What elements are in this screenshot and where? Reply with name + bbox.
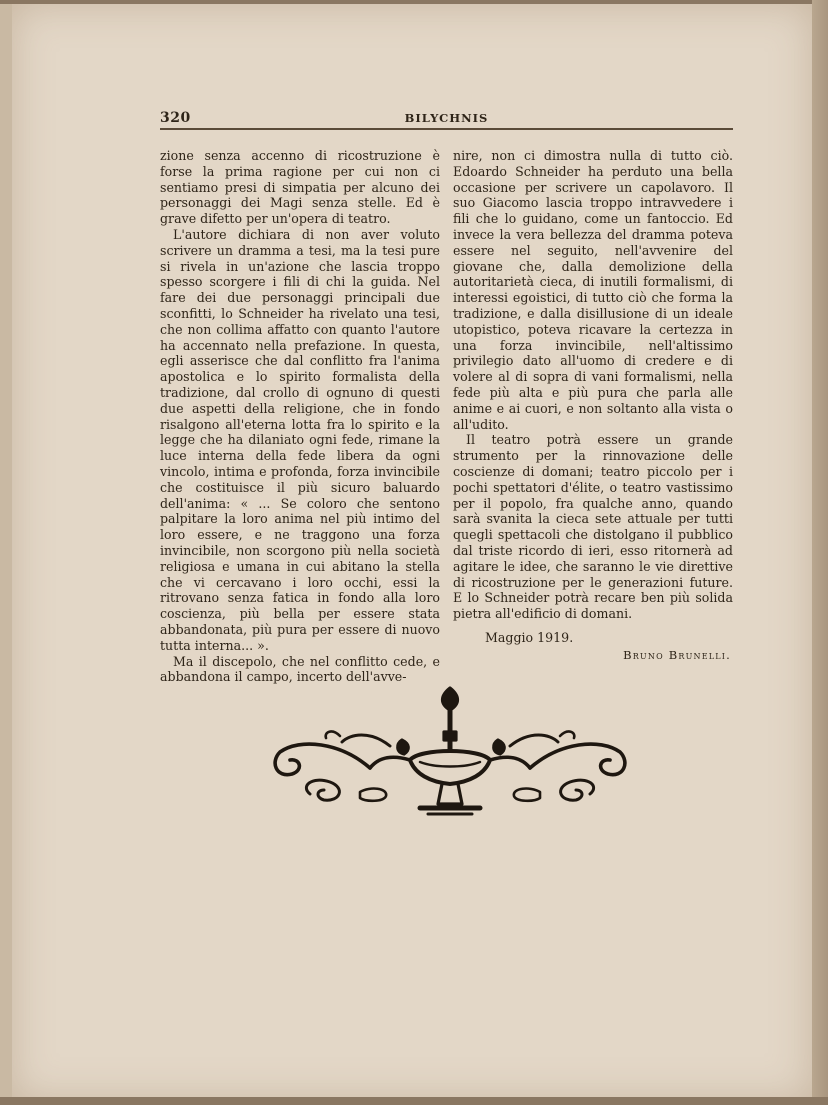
header-rule bbox=[160, 128, 733, 130]
paragraph: nire, non ci dimostra nulla di tutto ciò. Edoardo Schneider ha perduto una bella occasione per scrivere un capolavoro. Il suo Giacomo lascia troppo intravvedere i fili che lo guidano, come un fantoccio. Ed invece la vera bellezza del dramma poteva essere nel seguito, nell'avvenire del giovane che, dalla demolizione della autoritarietà cieca, di inutili formalismi, di interessi egoistici, di tutto ciò che forma la tradizione, e dalla disillusione di un ideale utopistico, poteva ricavare la certezza in una forza invincibile, nell'altissimo privilegio dato all'uomo di credere e di volere al di sopra di vani formalismi, nella fede più alta e più pura che parla alle anime e ai cuori, e non soltanto alla vista o all'udito. bbox=[453, 148, 733, 432]
left-column bbox=[160, 148, 440, 685]
bottom-page-edge bbox=[0, 1097, 828, 1105]
running-header bbox=[160, 110, 733, 130]
oil-lamp-ornament-icon bbox=[270, 682, 630, 832]
page-number: 320 bbox=[160, 110, 191, 126]
right-column bbox=[453, 148, 733, 664]
running-title: BILYCHNIS bbox=[404, 111, 489, 125]
paragraph: zione senza accenno di ricostruzione è forse la prima ragione per cui non ci sentiamo presi di simpatia per alcuno dei personaggi dei Magi senza stelle. Ed è grave difetto per un'opera di teatro. bbox=[160, 148, 440, 227]
article-author: Bruno Brunelli. bbox=[623, 647, 731, 662]
signature-block bbox=[453, 630, 733, 664]
paragraph: Il teatro potrà essere un grande strumento per la rinnovazione delle coscienze di domani; teatro piccolo per i pochi spettatori d'élite, o teatro vastissimo per il popolo, fra qualche anno, quando sarà svanita la cieca sete attuale per tutti quegli spettacoli che distolgano il pubblico dal triste ricordo di ieri, esso ritornerà ad agitare le idee, che saranno le vie direttive di ricostruzione per le generazioni future. E lo Schneider potrà recare ben più solida pietra all'edificio di domani. bbox=[453, 432, 733, 622]
paragraph: Ma il discepolo, che nel conflitto cede, e abbandona il campo, incerto dell'avve- bbox=[160, 653, 440, 685]
article-date: Maggio 1919. bbox=[485, 629, 574, 645]
paragraph: L'autore dichiara di non aver voluto scrivere un dramma a tesi, ma la tesi pure si rivela in un'azione che lascia troppo spesso scorgere i fili di chi la guida. Nel fare dei due personaggi principali due sconfitti, lo Schneider ha rivelato una tesi, che non collima affatto con quanto l'autore ha accennato nella prefazione. In questa, egli asserisce che dal conflitto fra l'anima apostolica e lo spirito formalista della tradizione, dal crollo di ognuno di questi due aspetti della religione, che in fondo risalgono all'eterna lotta fra lo spirito e la legge che ha dilaniato ogni fede, rimane la luce interna della fede libera da ogni vincolo, intima e profonda, forza invincibile che costituisce il più sicuro baluardo dell'anima: « ... Se coloro che sentono palpitare la loro anima nel più intimo del loro essere, e ne traggono una forza invincibile, non scorgono più nella società religiosa e umana in cui abitano la stella che vi cercavano i loro occhi, essi la ritrovano senza fatica in fondo alla loro coscienza, più bella per essere stata abbandonata, più pura per essere di nuovo tutta interna... ». bbox=[160, 226, 440, 653]
right-page-edge bbox=[812, 0, 828, 1105]
